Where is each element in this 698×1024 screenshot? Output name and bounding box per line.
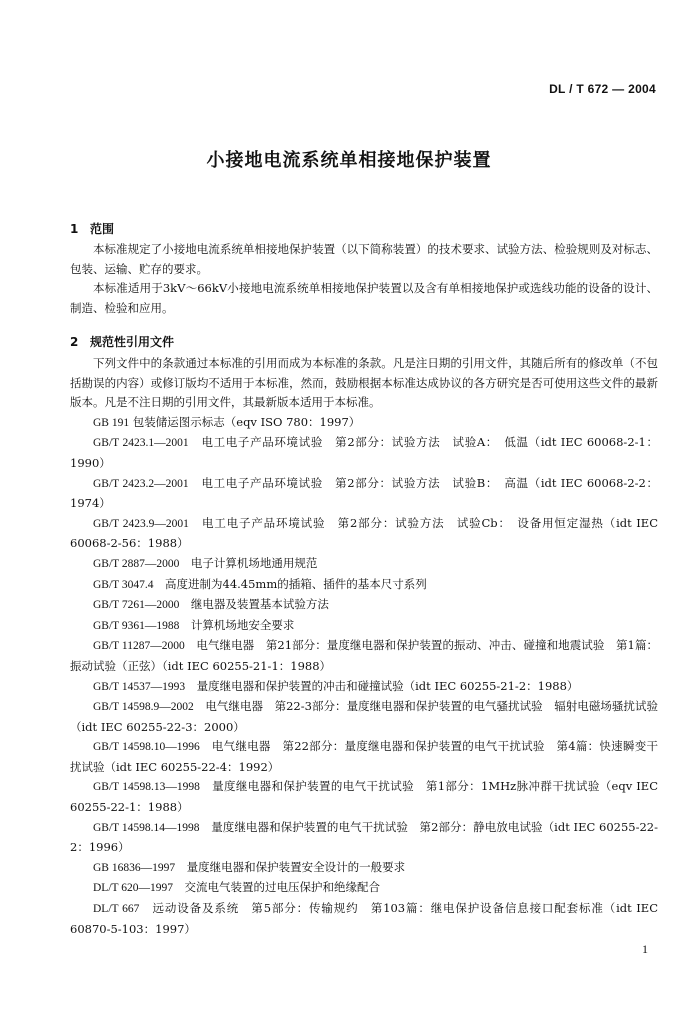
reference-item: [70, 777, 658, 817]
reference-code: DL/T 620—1997: [93, 882, 173, 895]
reference-item: [70, 697, 658, 737]
section-title: 范围: [90, 222, 115, 236]
reference-code: GB/T 2887—2000: [93, 557, 180, 570]
reference-code: GB/T 14598.14—1998: [93, 821, 200, 834]
section-heading-scope: [70, 220, 114, 237]
section-number: 2: [70, 335, 79, 349]
reference-code: GB/T 7261—2000: [93, 599, 180, 612]
reference-title: 电气继电器 第22部分：量度继电器和保护装置的电气干扰试验 第4篇：快速瞬变干扰试验（idt IEC 60255-22-4：1992）: [70, 739, 658, 774]
reference-item: [70, 554, 658, 575]
reference-title: 包装储运图示标志（eqv ISO 780：1997）: [132, 414, 361, 429]
reference-title: 电气继电器 第21部分：量度继电器和保护装置的振动、冲击、碰撞和地震试验 第1篇：振动试验（正弦）（idt IEC 60255-21-1：1988）: [70, 638, 659, 673]
document-title: 小接地电流系统单相接地保护装置: [206, 150, 492, 171]
reference-title: 电气继电器 第22-3部分：量度继电器和保护装置的电气骚扰试验 辐射电磁场骚扰试验（idt IEC 60255-22-3：2000）: [70, 699, 658, 734]
reference-item: [70, 616, 658, 637]
reference-code: GB 191: [93, 416, 130, 429]
reference-code: GB/T 11287—2000: [93, 640, 185, 653]
reference-title: 量度继电器和保护装置的冲击和碰撞试验（idt IEC 60255-21-2：1988）: [196, 678, 579, 693]
reference-list: [70, 413, 658, 939]
reference-title: 电工电子产品环境试验 第2部分：试验方法 试验Cb： 设备用恒定湿热（idt IEC 60068-2-56：1988）: [70, 515, 658, 551]
reference-item: [70, 858, 658, 879]
page-number: 1: [642, 942, 648, 956]
reference-code: GB/T 2423.1—2001: [93, 437, 189, 450]
reference-code: GB/T 14598.9—2002: [93, 701, 194, 714]
reference-code: GB/T 14537—1993: [93, 680, 186, 693]
reference-title: 远动设备及系统 第5部分：传输规约 第103篇：继电保护设备信息接口配套标准（idt IEC 60870-5-103：1997）: [70, 901, 658, 936]
reference-code: DL/T 667: [93, 903, 140, 916]
reference-item: [70, 595, 658, 616]
reference-item: [70, 514, 658, 554]
reference-item: [70, 677, 658, 698]
section-body-scope: [70, 240, 658, 318]
reference-item: [70, 433, 658, 473]
reference-code: GB/T 3047.4: [93, 578, 154, 591]
reference-item: [70, 636, 658, 676]
reference-title: 继电器及装置基本试验方法: [190, 597, 329, 612]
reference-title: 电工电子产品环境试验 第2部分：试验方法 试验B： 高温（idt IEC 60068-2-2：1974）: [70, 475, 658, 511]
reference-item: [70, 575, 658, 596]
reference-title: 交流电气装置的过电压保护和绝缘配合: [184, 880, 380, 895]
standard-code: DL / T 672 — 2004: [549, 82, 656, 96]
reference-title: 量度继电器和保护装置安全设计的一般要求: [186, 859, 406, 874]
reference-item: [70, 413, 658, 434]
paragraph: 本标准规定了小接地电流系统单相接地保护装置（以下简称装置）的技术要求、试验方法、检验规则及对标志、包装、运输、贮存的要求。: [70, 242, 658, 276]
reference-code: GB/T 2423.2—2001: [93, 477, 189, 490]
reference-item: [70, 737, 658, 777]
reference-title: 电子计算机场地通用规范: [190, 555, 318, 570]
section-heading-normative-references: [70, 333, 174, 350]
reference-item: [70, 818, 658, 858]
section-number: 1: [70, 222, 79, 236]
reference-code: GB/T 2423.9—2001: [93, 517, 189, 530]
paragraph: 本标准适用于3kV～66kV小接地电流系统单相接地保护装置以及含有单相接地保护或选线功能的设备的设计、制造、检验和应用。: [70, 281, 658, 315]
reference-item: [70, 474, 658, 514]
reference-code: GB/T 14598.13—1998: [93, 781, 200, 794]
reference-title: 电工电子产品环境试验 第2部分：试验方法 试验A： 低温（idt IEC 60068-2-1：1990）: [70, 435, 658, 470]
reference-code: GB/T 14598.10—1996: [93, 741, 200, 754]
reference-title: 量度继电器和保护装置的电气干扰试验 第2部分：静电放电试验（idt IEC 60255-22-2：1996）: [70, 819, 658, 855]
section-body-normative-references: [70, 354, 658, 939]
section-title: 规范性引用文件: [90, 335, 175, 349]
reference-code: GB 16836—1997: [93, 861, 176, 874]
reference-title: 量度继电器和保护装置的电气干扰试验 第1部分：1MHz脉冲群干扰试验（eqv IEC 60255-22-1：1988）: [70, 779, 658, 815]
reference-item: [70, 899, 658, 939]
reference-code: GB/T 9361—1988: [93, 619, 180, 632]
reference-title: 高度进制为44.45mm的插箱、插件的基本尺寸系列: [165, 576, 427, 591]
paragraph: 下列文件中的条款通过本标准的引用而成为本标准的条款。凡是注日期的引用文件，其随后所有的修改单（不包括勘误的内容）或修订版均不适用于本标准，然而，鼓励根据本标准达成协议的各方研究是否可使用这些文件的最新版本。凡是不注日期的引用文件，其最新版本适用于本标准。: [70, 356, 658, 410]
reference-item: [70, 878, 658, 899]
reference-title: 计算机场地安全要求: [190, 617, 295, 632]
